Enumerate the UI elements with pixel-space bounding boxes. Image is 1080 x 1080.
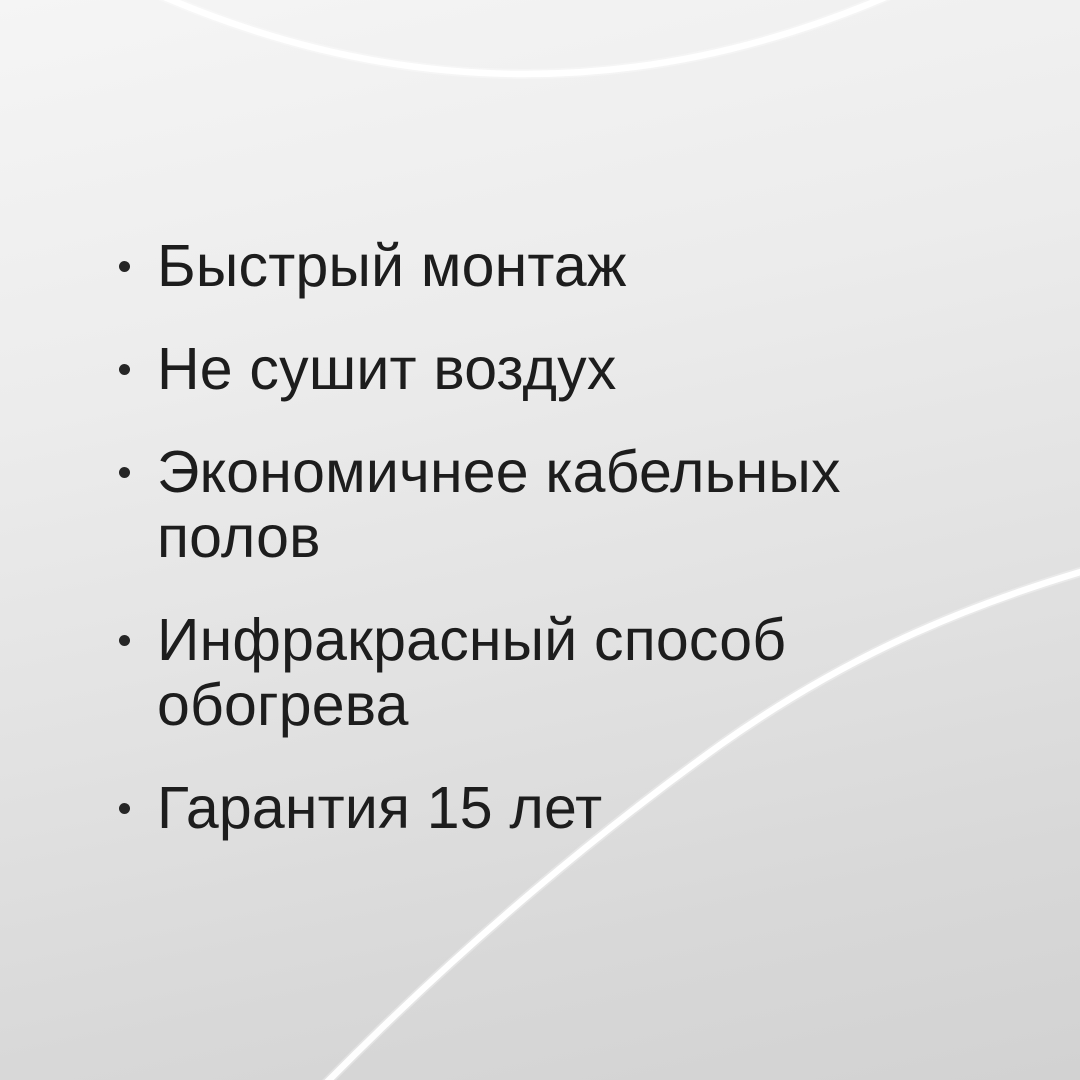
list-item-line: полов bbox=[157, 504, 321, 570]
top-curve-decoration bbox=[135, 0, 915, 74]
top-curve-decoration bbox=[135, 0, 915, 74]
list-item-text bbox=[157, 234, 627, 299]
list-item-text bbox=[157, 608, 786, 738]
bullet-dot-icon bbox=[119, 803, 130, 814]
list-item-line: Экономичнее кабельных bbox=[157, 439, 841, 505]
bullet-dot-icon bbox=[119, 635, 130, 646]
list-item-text bbox=[157, 337, 617, 402]
list-item-line: Инфракрасный способ bbox=[157, 607, 787, 673]
list-item-line: Гарантия 15 лет bbox=[157, 775, 603, 841]
bullet-dot-icon bbox=[119, 261, 130, 272]
list-item-line: Быстрый монтаж bbox=[157, 233, 627, 299]
list-item-no-air-drying bbox=[119, 337, 999, 402]
list-item-line: обогрева bbox=[157, 672, 409, 738]
list-item-fast-installation bbox=[119, 234, 999, 299]
bullet-dot-icon bbox=[119, 364, 130, 375]
list-item-infrared-heating bbox=[119, 608, 999, 738]
list-item-line: Не сушит воздух bbox=[157, 336, 617, 402]
list-item-text bbox=[157, 776, 602, 841]
list-item-warranty bbox=[119, 776, 999, 841]
bullet-dot-icon bbox=[119, 467, 130, 478]
list-item-more-economical bbox=[119, 440, 999, 570]
list-item-text bbox=[157, 440, 841, 570]
feature-list bbox=[119, 234, 999, 879]
